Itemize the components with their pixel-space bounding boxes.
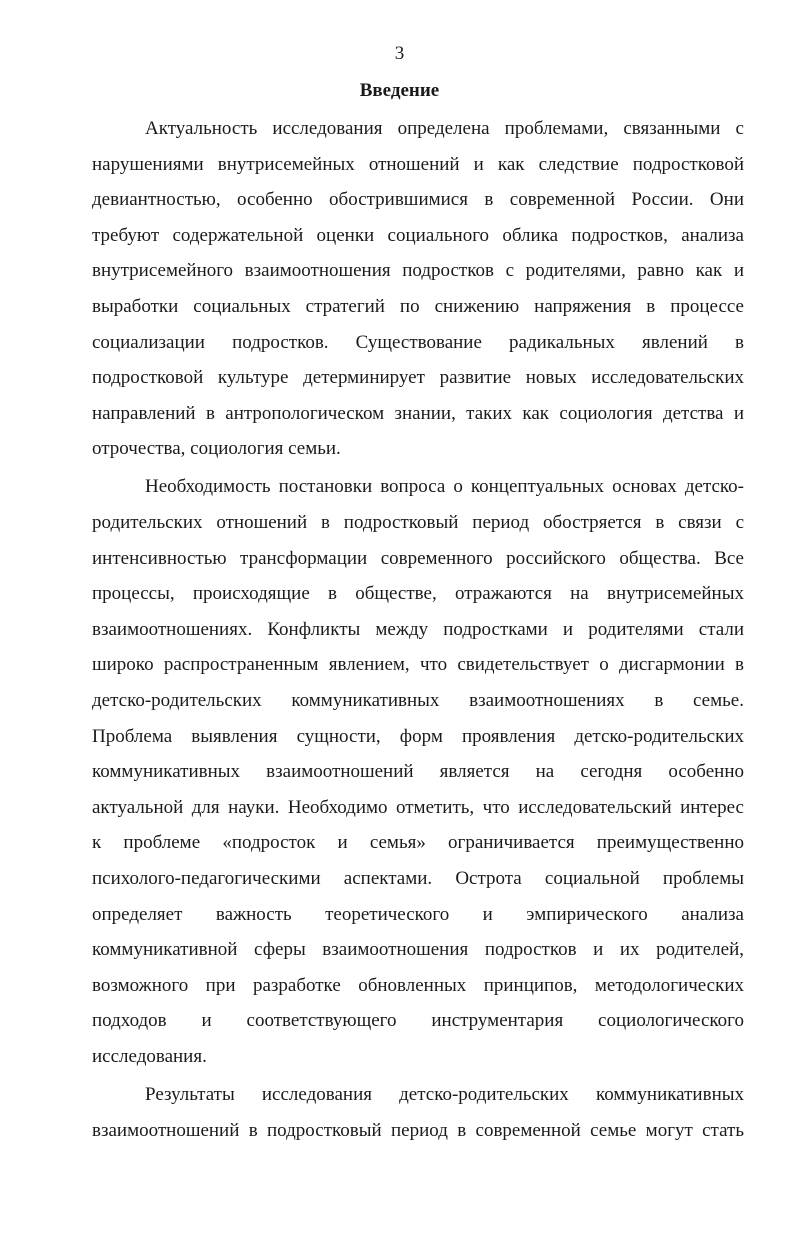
paragraph-line: коммуникативной сферы взаимоотношения подростков и их родителей, <box>92 939 744 960</box>
paragraph-line: социализации подростков. Существование радикальных явлений в <box>92 332 744 353</box>
paragraph-line: интенсивностью трансформации современного российского общества. Все <box>92 548 744 569</box>
paragraph-line: нарушениями внутрисемейных отношений и как следствие подростковой <box>92 154 744 175</box>
paragraph-line: детско-родительских коммуникативных взаимоотношениях в семье. <box>92 690 744 711</box>
paragraph-line: требуют содержательной оценки социального облика подростков, анализа <box>92 225 744 246</box>
paragraph-line: психолого-педагогическими аспектами. Острота социальной проблемы <box>92 868 744 889</box>
paragraph-line: Актуальность исследования определена проблемами, связанными с <box>145 118 744 139</box>
paragraph-line: взаимоотношений в подростковый период в современной семье могут стать <box>92 1120 744 1141</box>
paragraph-line: родительских отношений в подростковый период обостряется в связи с <box>92 512 744 533</box>
paragraph-line: направлений в антропологическом знании, таких как социология детства и <box>92 403 744 424</box>
paragraph-line: Необходимость постановки вопроса о концептуальных основах детско- <box>145 476 744 497</box>
paragraph-line: Проблема выявления сущности, форм проявления детско-родительских <box>92 726 744 747</box>
paragraph-line: возможного при разработке обновленных принципов, методологических <box>92 975 744 996</box>
paragraph-line: коммуникативных взаимоотношений является на сегодня особенно <box>92 761 744 782</box>
paragraph-line: определяет важность теоретического и эмпирического анализа <box>92 904 744 925</box>
paragraph-line: девиантностью, особенно обострившимися в современной России. Они <box>92 189 744 210</box>
paragraph-line: взаимоотношениях. Конфликты между подростками и родителями стали <box>92 619 744 640</box>
paragraph-line: актуальной для науки. Необходимо отметить, что исследовательский интерес <box>92 797 744 818</box>
paragraph-line: Результаты исследования детско-родительских коммуникативных <box>145 1084 744 1105</box>
page-number: 3 <box>394 43 405 64</box>
paragraph-line: выработки социальных стратегий по снижению напряжения в процессе <box>92 296 744 317</box>
paragraph-line: отрочества, социология семьи. <box>92 438 341 459</box>
paragraph-line: широко распространенным явлением, что свидетельствует о дисгармонии в <box>92 654 744 675</box>
paragraph-line: подходов и соответствующего инструментария социологического <box>92 1010 744 1031</box>
section-title: Введение <box>359 80 440 101</box>
paragraph-line: исследования. <box>92 1046 207 1067</box>
paragraph-line: процессы, происходящие в обществе, отражаются на внутрисемейных <box>92 583 744 604</box>
paragraph-line: к проблеме «подросток и семья» ограничивается преимущественно <box>92 832 744 853</box>
paragraph-line: подростковой культуре детерминирует развитие новых исследовательских <box>92 367 744 388</box>
paragraph-line: внутрисемейного взаимоотношения подростков с родителями, равно как и <box>92 260 744 281</box>
